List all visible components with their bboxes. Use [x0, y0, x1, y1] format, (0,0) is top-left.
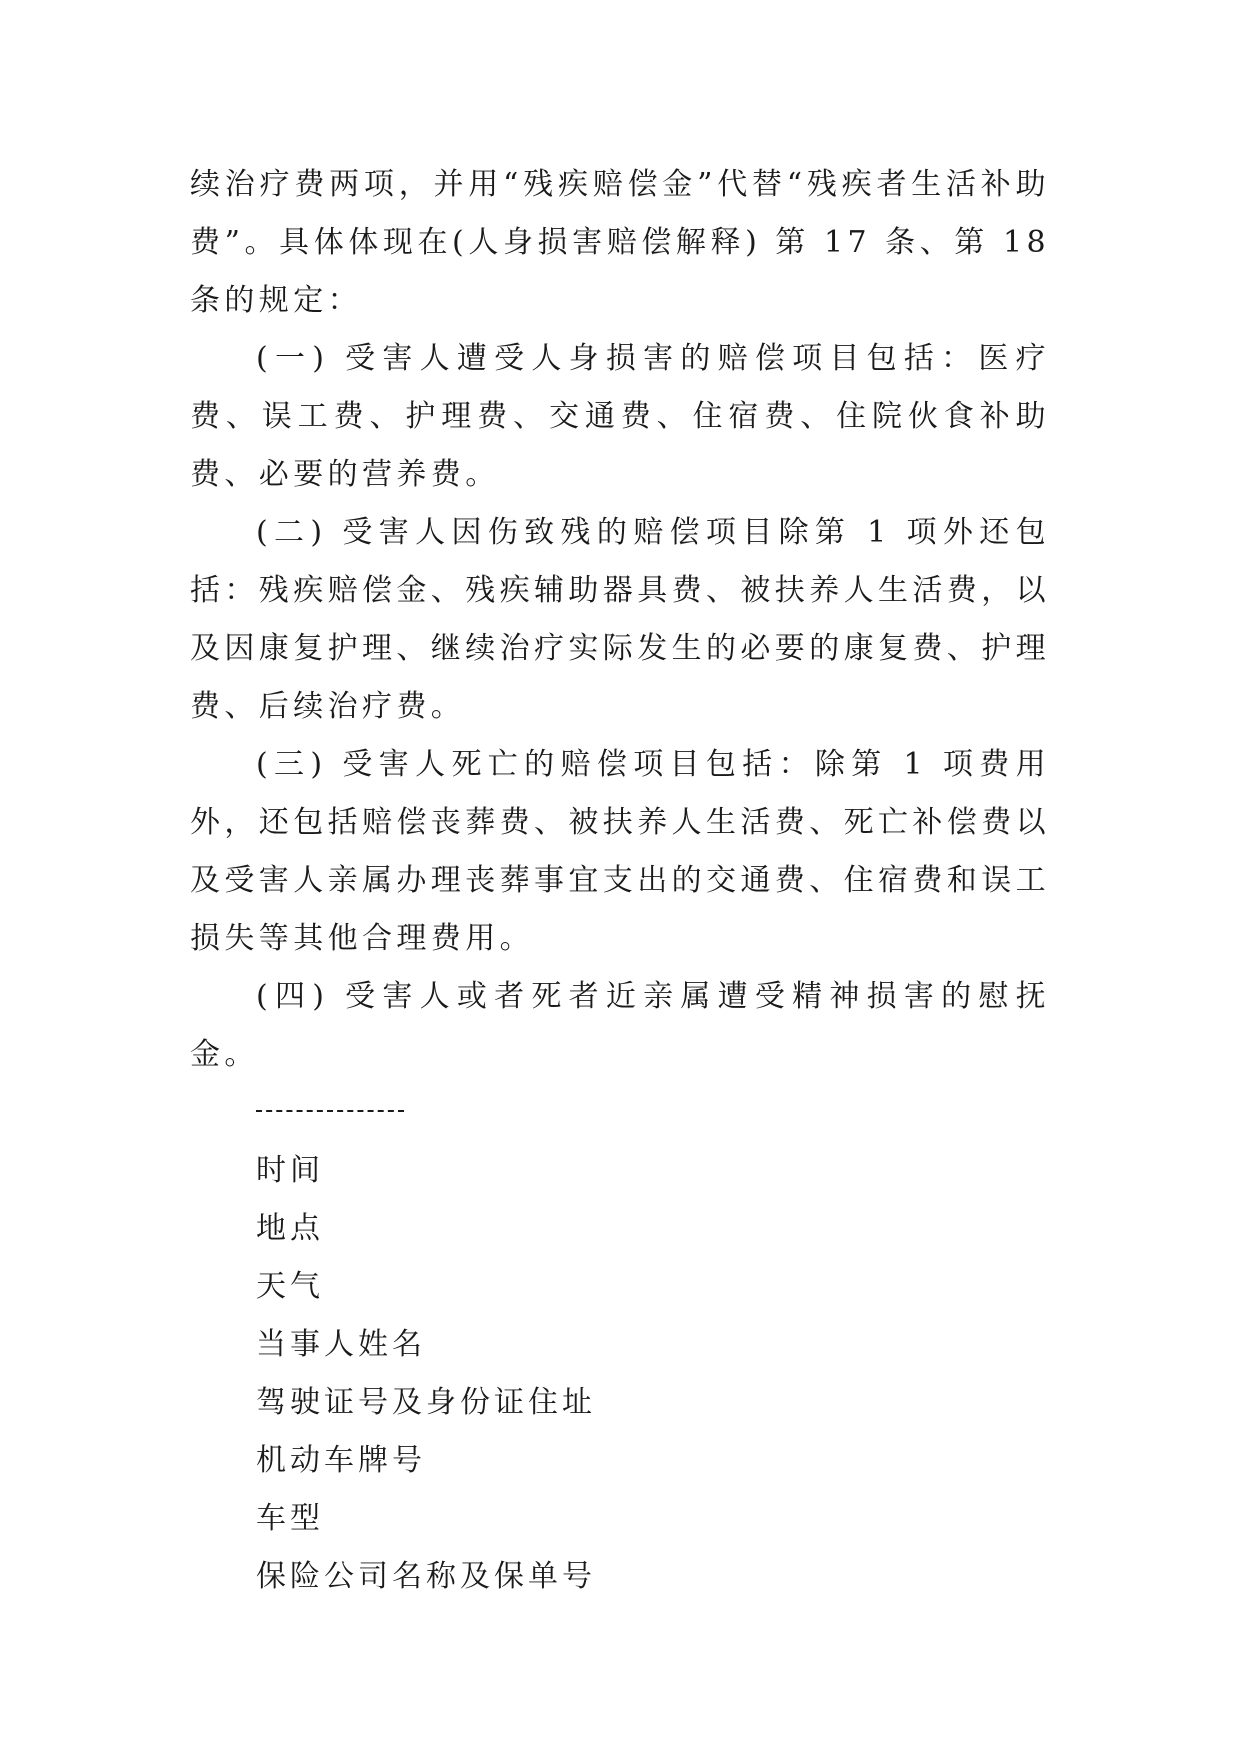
field-weather: 天气	[256, 1269, 324, 1304]
paragraph-item-4: (四) 受害人或者死者近亲属遭受精神损害的慰抚金。	[190, 979, 1050, 1072]
field-license-address: 驾驶证号及身份证住址	[256, 1385, 596, 1420]
field-time: 时间	[256, 1153, 324, 1188]
field-location: 地点	[256, 1211, 324, 1246]
paragraph-intro: 续治疗费两项，并用“残疾赔偿金”代替“残疾者生活补助费”。具体体现在(人身损害赔偿解释) 第 17 条、第 18 条的规定：	[190, 167, 1050, 318]
field-list	[190, 1142, 1050, 1606]
field-insurer-policy: 保险公司名称及保单号	[256, 1559, 596, 1594]
field-vehicle-type: 车型	[256, 1501, 324, 1536]
document-body	[190, 156, 1050, 1606]
paragraph-item-1: (一) 受害人遭受人身损害的赔偿项目包括：医疗费、误工费、护理费、交通费、住宿费、住院伙食补助费、必要的营养费。	[190, 341, 1050, 492]
dashed-divider	[190, 1084, 1050, 1142]
field-party-name: 当事人姓名	[256, 1327, 426, 1362]
paragraph-item-2: (二) 受害人因伤致残的赔偿项目除第 1 项外还包括：残疾赔偿金、残疾辅助器具费、被扶养人生活费，以及因康复护理、继续治疗实际发生的必要的康复费、护理费、后续治疗费。	[190, 515, 1050, 724]
field-plate-number: 机动车牌号	[256, 1443, 426, 1478]
paragraph-item-3: (三) 受害人死亡的赔偿项目包括：除第 1 项费用外，还包括赔偿丧葬费、被扶养人生活费、死亡补偿费以及受害人亲属办理丧葬事宜支出的交通费、住宿费和误工损失等其他合理费用。	[190, 747, 1050, 956]
